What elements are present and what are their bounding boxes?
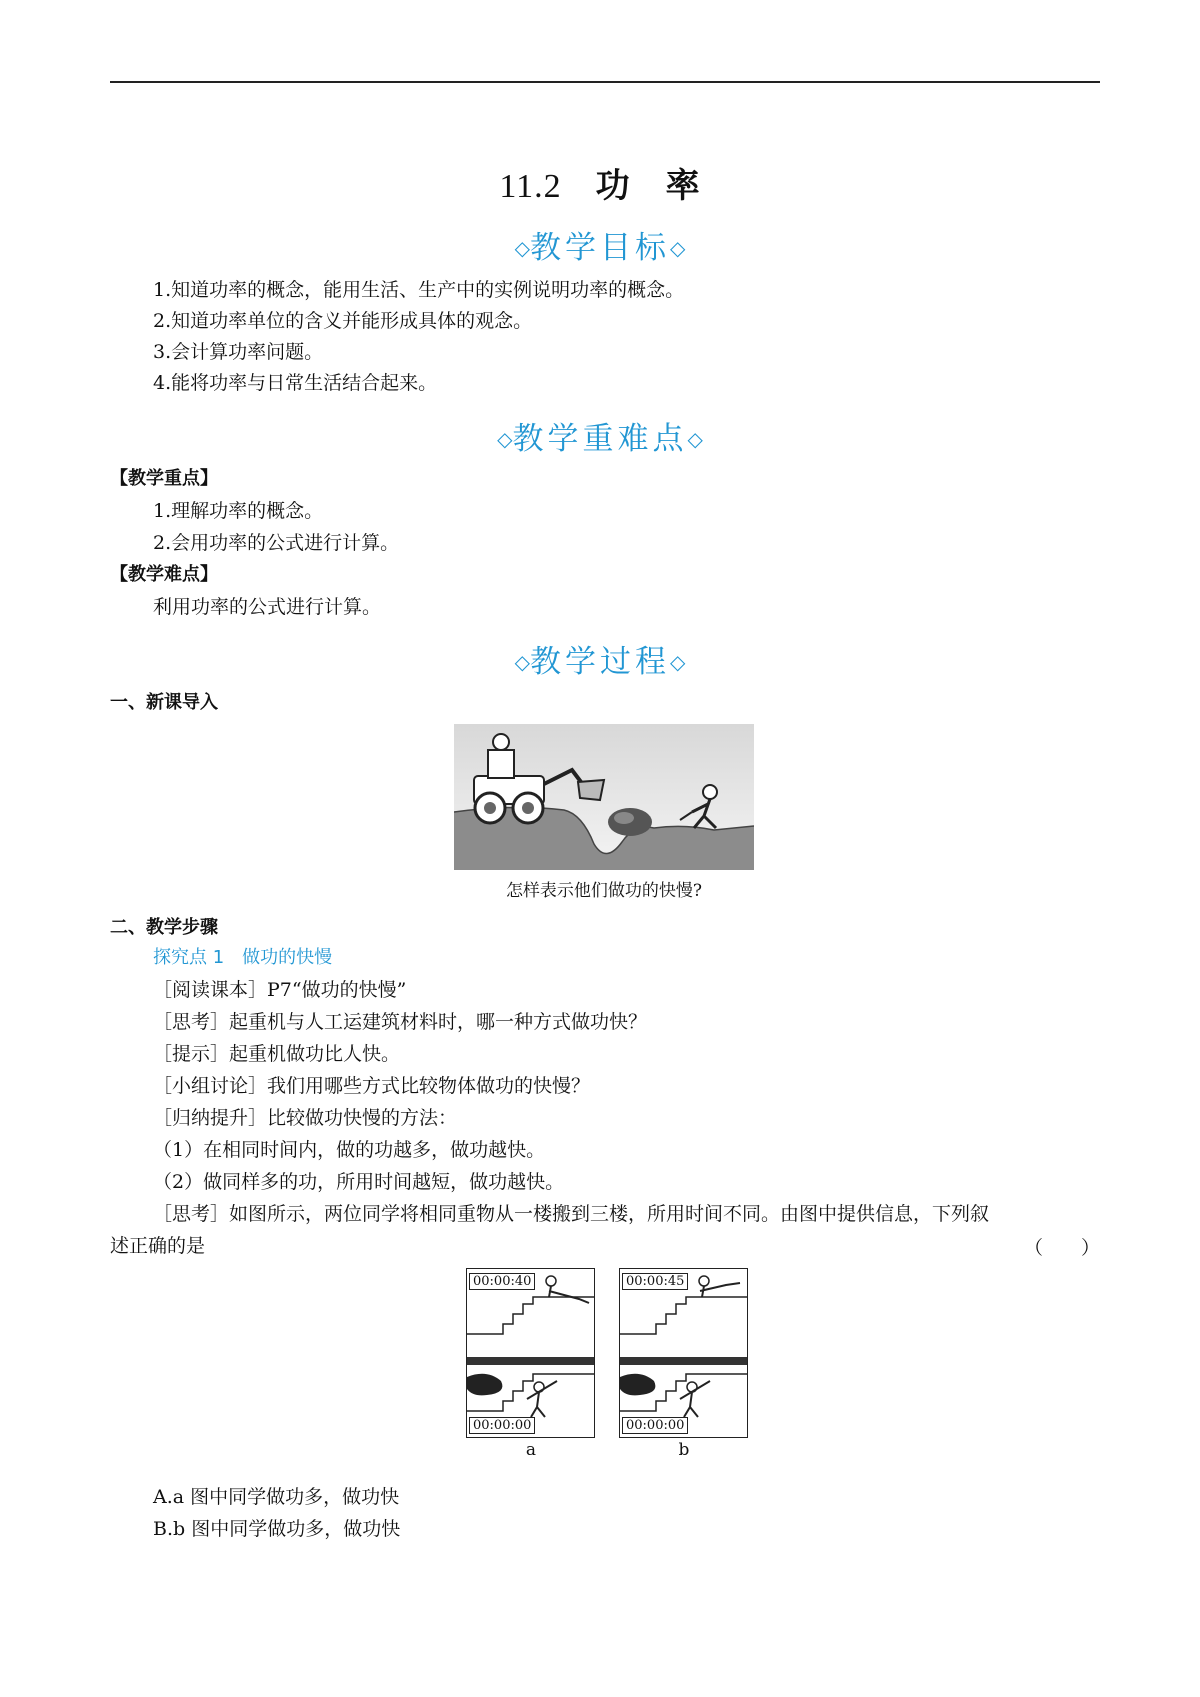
objective-item: 3.会计算功率问题。 <box>153 341 324 363</box>
diamond-icon: ◇ <box>514 236 530 260</box>
title-word: 功 率 <box>595 166 701 206</box>
step-line: ［小组讨论］我们用哪些方式比较物体做功的快慢？ <box>153 1075 591 1097</box>
step-line: ［归纳提升］比较做功快慢的方法： <box>153 1107 458 1129</box>
focus-item: 1.理解功率的概念。 <box>153 500 324 522</box>
step-line: （1）在相同时间内，做的功越多，做功越快。 <box>153 1139 546 1161</box>
diamond-icon: ◇ <box>670 236 686 260</box>
stairs-panel-a <box>466 1268 595 1438</box>
section-process-heading <box>0 636 1200 681</box>
timer-b-top: 00:00:45 <box>622 1273 688 1290</box>
difficulty-heading: 【教学难点】 <box>110 564 218 585</box>
diamond-icon: ◇ <box>687 427 703 451</box>
page-title <box>0 158 1200 207</box>
timer-a-bottom: 00:00:00 <box>469 1417 535 1434</box>
top-rule <box>110 81 1100 83</box>
section-title: 教学过程 <box>530 644 670 680</box>
objective-item: 1.知道功率的概念，能用生活、生产中的实例说明功率的概念。 <box>153 279 685 301</box>
rock-pile <box>608 808 652 836</box>
focus-item: 2.会用功率的公式进行计算。 <box>153 532 400 554</box>
stairs-illustration-a <box>467 1269 594 1437</box>
step-line: ［思考］起重机与人工运建筑材料时，哪一种方式做功快？ <box>153 1011 648 1033</box>
stairs-illustration-b <box>620 1269 747 1437</box>
difficulty-item: 利用功率的公式进行计算。 <box>153 596 382 618</box>
construction-illustration <box>454 724 754 870</box>
option-a: A.a 图中同学做功多，做功快 <box>153 1486 400 1508</box>
diamond-icon: ◇ <box>670 650 686 674</box>
figure2-label-b: b <box>678 1440 690 1460</box>
diamond-icon: ◇ <box>514 650 530 674</box>
question-line: ［思考］如图所示，两位同学将相同重物从一楼搬到三楼，所用时间不同。由图中提供信息，下列叙 <box>153 1203 990 1225</box>
diamond-icon: ◇ <box>497 427 513 451</box>
answer-parentheses: （ ） <box>1024 1237 1101 1259</box>
section-key-heading <box>0 413 1200 458</box>
step-line: ［阅读课本］P7“做功的快慢” <box>153 979 407 1001</box>
part1-heading: 一、新课导入 <box>110 692 218 713</box>
option-b: B.b 图中同学做功多，做功快 <box>153 1518 401 1540</box>
timer-a-top: 00:00:40 <box>469 1273 535 1290</box>
section-title: 教学重难点 <box>512 421 688 457</box>
explore-point-1: 探究点 1 做功的快慢 <box>153 947 333 968</box>
objective-item: 2.知道功率单位的含义并能形成具体的观念。 <box>153 310 533 332</box>
focus-heading: 【教学重点】 <box>110 468 218 489</box>
section-title: 教学目标 <box>530 230 670 266</box>
figure2-label-a: a <box>525 1440 537 1460</box>
stairs-panel-b <box>619 1268 748 1438</box>
question-line: 述正确的是 <box>110 1235 206 1257</box>
construction-figure <box>454 724 754 870</box>
section-objectives-heading <box>0 222 1200 267</box>
step-line: （2）做同样多的功，所用时间越短，做功越快。 <box>153 1171 565 1193</box>
figure1-caption: 怎样表示他们做功的快慢? <box>505 881 703 901</box>
title-number: 11.2 <box>499 168 562 205</box>
step-line: ［提示］起重机做功比人快。 <box>153 1043 401 1065</box>
objective-item: 4.能将功率与日常生活结合起来。 <box>153 372 438 394</box>
timer-b-bottom: 00:00:00 <box>622 1417 688 1434</box>
part2-heading: 二、教学步骤 <box>110 917 218 938</box>
